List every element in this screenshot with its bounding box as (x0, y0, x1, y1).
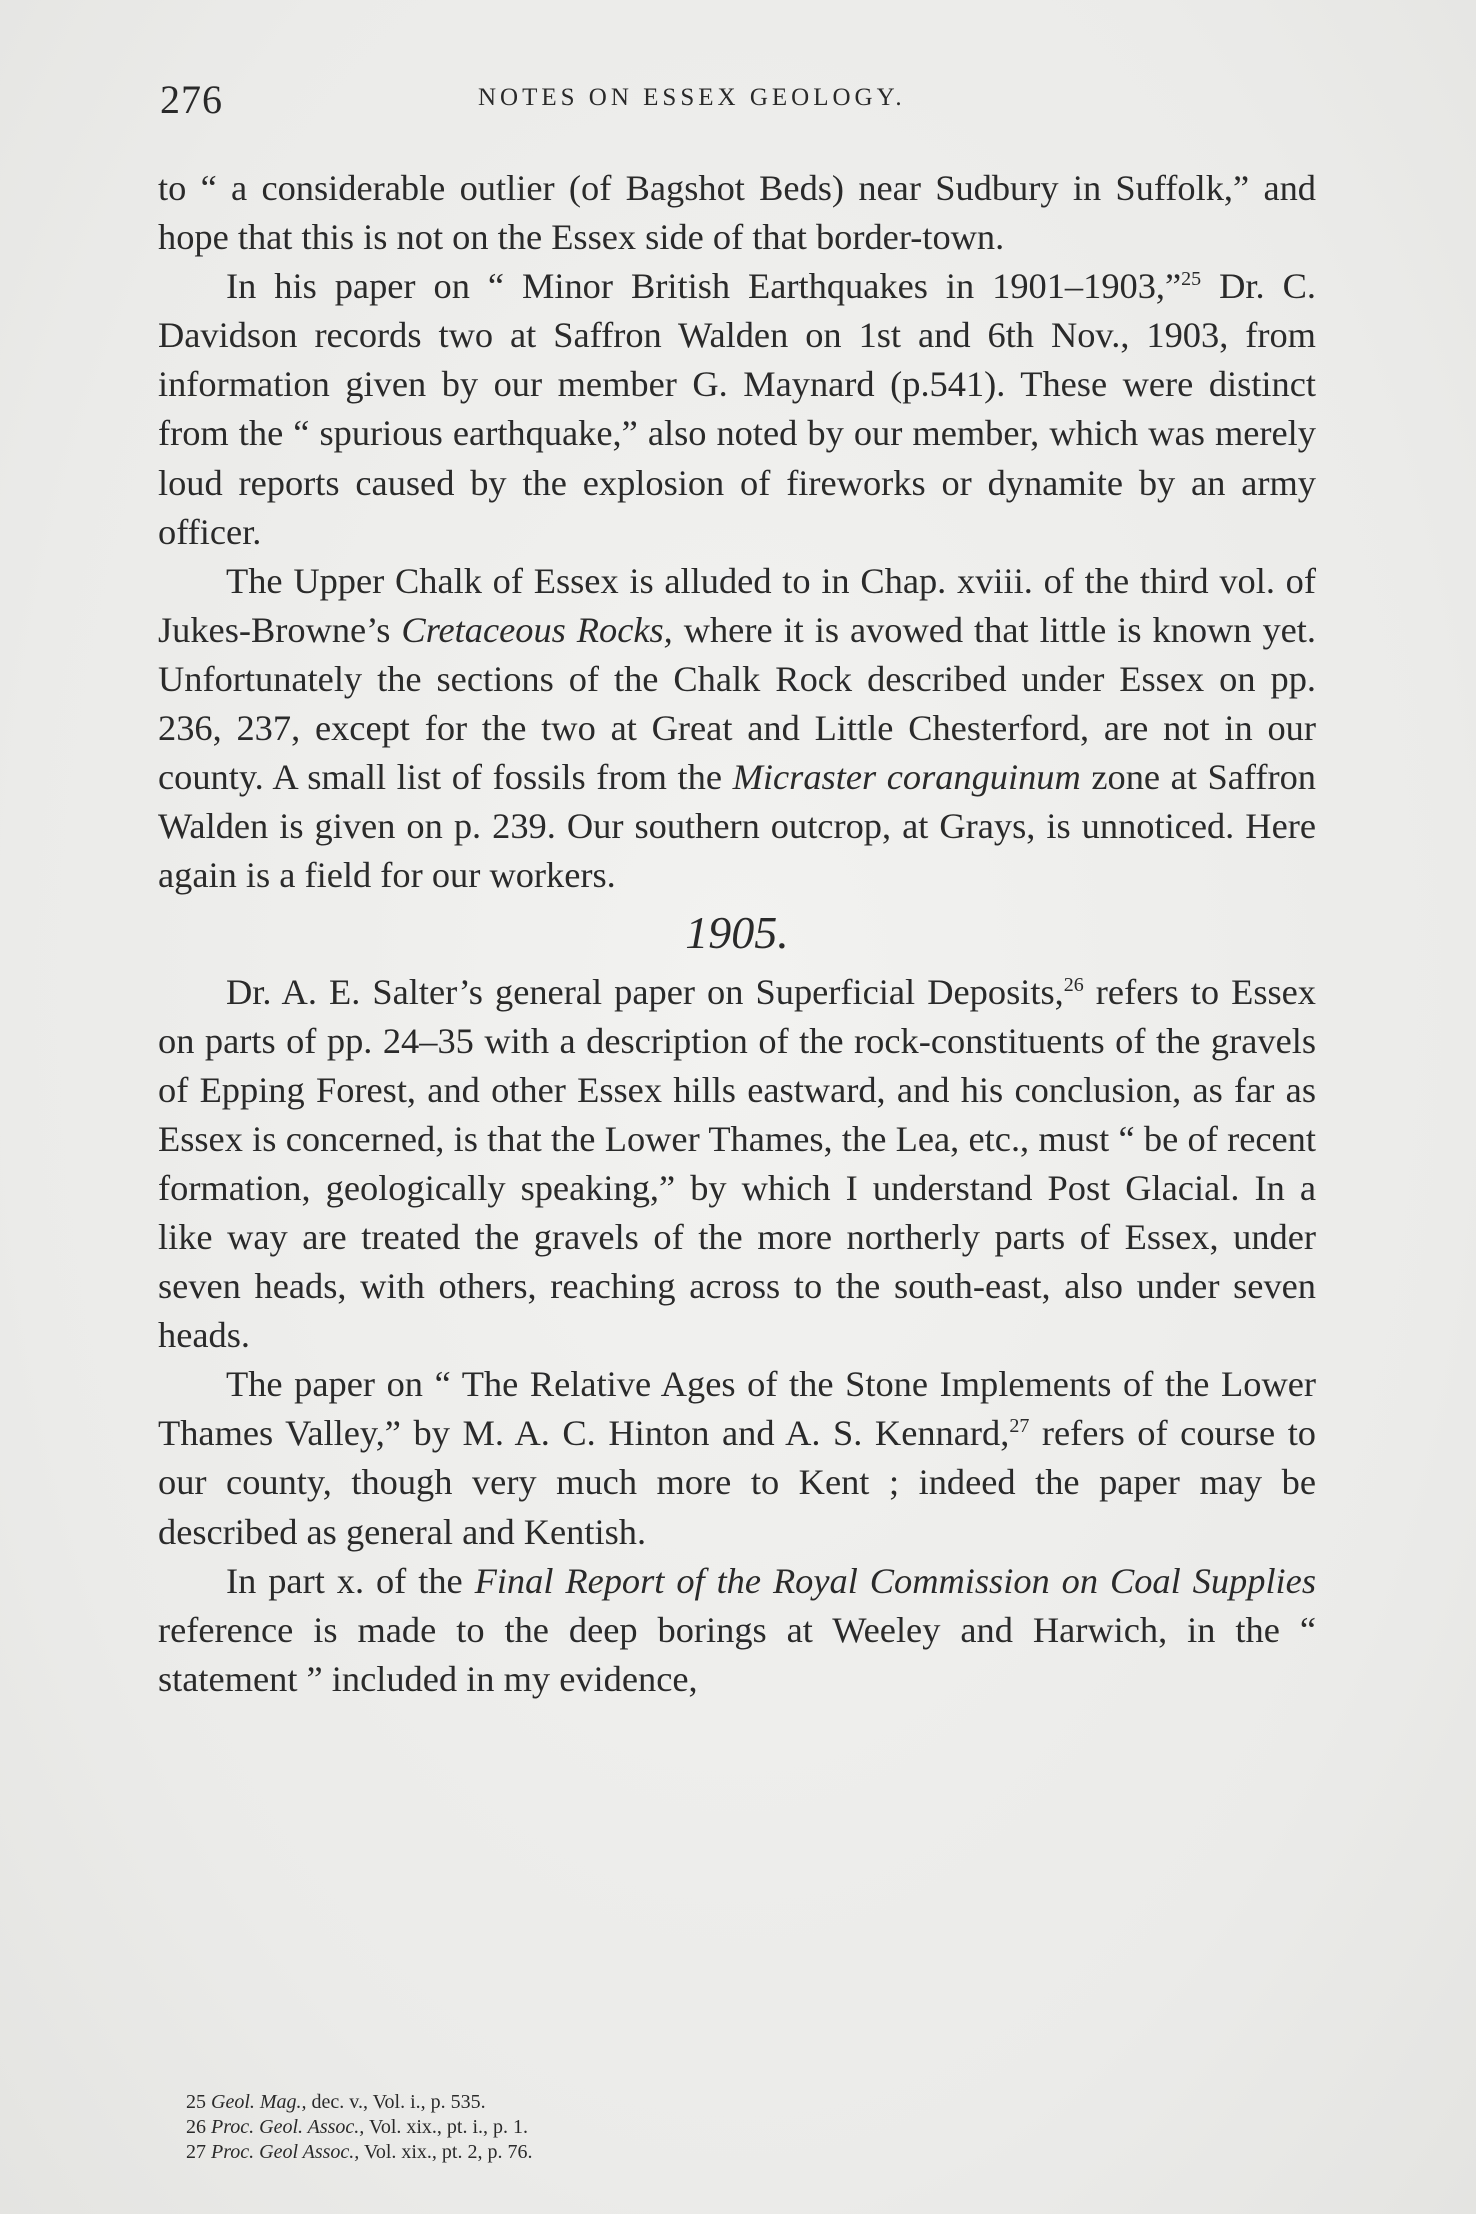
footnote (186, 2115, 1086, 2140)
paragraph-text: zone at Saffron Walden is given on p. 239. Our southern outcrop, at Grays, is unnoticed. Here again is a field for our workers. (158, 757, 1316, 896)
footnote-ref: 25 (1181, 268, 1202, 291)
paragraph-coal-supplies (158, 1557, 1316, 1704)
footnote-source: Proc. Geol Assoc., (211, 2141, 360, 2163)
report-title: Final Report of the Royal Commission on Coal Supplies (474, 1560, 1316, 1601)
paragraph-continued (158, 164, 1316, 262)
paragraph-text: refers of course to our county, though very much more to Kent ; indeed the paper may be described as general and Kentish. (158, 1413, 1317, 1552)
paragraph-text: In his paper on “ Minor British Earthquakes in 1901–1903,” (226, 266, 1182, 307)
paragraph-upper-chalk (158, 557, 1316, 901)
paragraph-text: Dr. A. E. Salter’s general paper on Superficial Deposits, (226, 971, 1064, 1012)
paragraph-text: The Upper Chalk of Essex is alluded to in Chap. xviii. of the third vol. of Jukes-Browne’s (158, 560, 1316, 650)
paragraph-text: In part x. of the (226, 1560, 475, 1601)
footnote-source: Geol. Mag., (211, 2091, 307, 2113)
footnote-text: Vol. xix., pt. 2, p. 76. (359, 2141, 533, 2163)
footnote-ref: 26 (1063, 973, 1084, 996)
footnote-ref: 27 (1009, 1415, 1030, 1438)
footnote-number: 25 (186, 2091, 206, 2113)
paragraph-superficial-deposits (158, 968, 1316, 1361)
book-title: Cretaceous Rocks, (401, 609, 673, 650)
footnote-number: 26 (186, 2116, 206, 2138)
paragraph-text: refers to Essex on parts of pp. 24–35 with a description of the rock-constituents of the gravels of Epping Forest, and other Essex hills eastward, and his conclusion, as far as Essex is concerned, is that the Lower Thames, the Lea, etc., must “ be of recent formation, geologically speaking,” by which I understand Post Glacial. In a like way are treated the gravels of the more northerly parts of Essex, under seven heads, with others, reaching across to the south-east, also under seven heads. (158, 971, 1316, 1356)
footnote (186, 2140, 1086, 2165)
paragraph-stone-implements (158, 1360, 1316, 1556)
paragraph-earthquakes (158, 262, 1316, 557)
paragraph-text: The paper on “ The Relative Ages of the Stone Implements of the Lower Thames Valley,” by M. A. C. Hinton and A. S. Kennard, (158, 1364, 1316, 1454)
footnote-text: Vol. xix., pt. i., p. 1. (364, 2116, 529, 2138)
paragraph-text: reference is made to the deep borings at Weeley and Harwich, in the “ statement ” included in my evidence, (158, 1609, 1316, 1699)
paragraph-text: to “ a considerable outlier (of Bagshot Beds) near Sudbury in Suffolk,” and hope that this is not on the Essex side of that border-town. (158, 168, 1316, 258)
footnote-source: Proc. Geol. Assoc., (211, 2116, 365, 2138)
page-header (160, 76, 1320, 126)
page-number: 276 (160, 77, 223, 122)
paragraph-text: where it is avowed that little is known yet. Unfortunately the sections of the Chalk Rock described under Essex on pp. 236, 237, except for the two at Great and Little Chesterford, are not in our county. A small list of fossils from the (158, 609, 1316, 798)
footnote-number: 27 (186, 2141, 206, 2163)
species-name: Micraster coranguinum (732, 757, 1081, 798)
body-text (158, 164, 1316, 1704)
footnote-text: dec. v., Vol. i., p. 535. (306, 2091, 486, 2113)
running-head: NOTES ON ESSEX GEOLOGY. (478, 84, 906, 111)
footnotes (186, 2090, 1086, 2165)
paragraph-text: Dr. C. Davidson records two at Saffron Walden on 1st and 6th Nov., 1903, from information given by our member G. Maynard (p.541). These were distinct from the “ spurious earthquake,” also noted by our member, which was merely loud reports caused by the explosion of fireworks or dynamite by an army officer. (158, 266, 1316, 552)
year-heading: 1905. (685, 907, 789, 959)
footnote (186, 2090, 1086, 2115)
